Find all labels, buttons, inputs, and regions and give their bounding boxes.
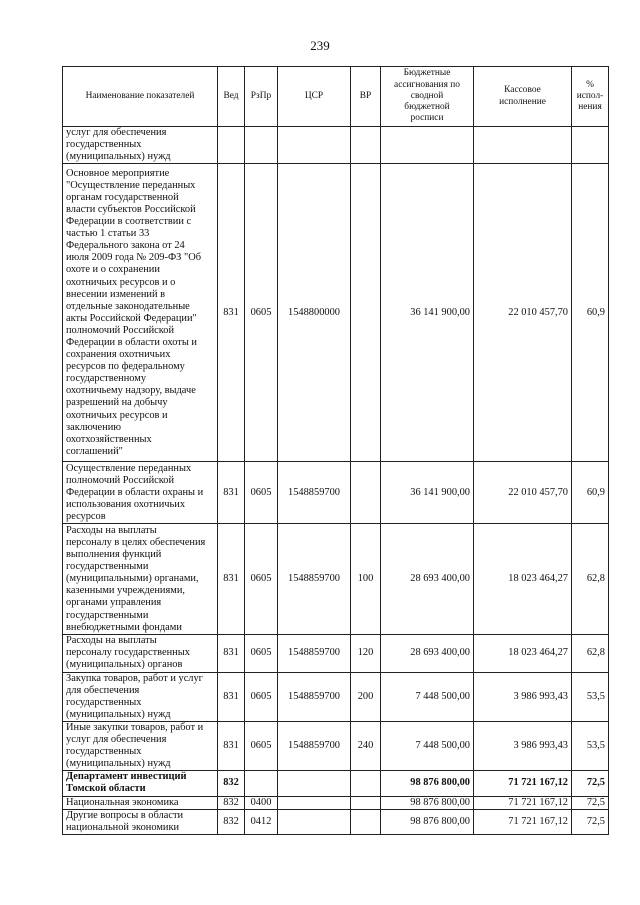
- cell-pct: 53,5: [572, 721, 609, 770]
- page-number: 239: [310, 38, 330, 53]
- cell-csr: 1548859700: [278, 524, 351, 635]
- cell-ved: 831: [218, 635, 245, 672]
- cell-budget: 98 876 800,00: [381, 796, 474, 809]
- cell-budget: 7 448 500,00: [381, 672, 474, 721]
- cell-name: Осуществление переданных полномочий Российской Федерации в области охраны и использования охотничьих ресурсов: [63, 462, 218, 524]
- cell-rzpr: 0605: [245, 164, 278, 462]
- table-row: [63, 127, 609, 164]
- cell-pct: 72,5: [572, 771, 609, 796]
- cell-pct: 53,5: [572, 672, 609, 721]
- cell-pct: 72,5: [572, 809, 609, 834]
- table-row: [63, 721, 609, 770]
- table-row: [63, 462, 609, 524]
- cell-ved: 831: [218, 462, 245, 524]
- cell-cash: 3 986 993,43: [474, 721, 572, 770]
- cell-budget: 36 141 900,00: [381, 462, 474, 524]
- header-row: [63, 67, 609, 127]
- cell-vr: [351, 796, 381, 809]
- cell-cash: 18 023 464,27: [474, 524, 572, 635]
- cell-ved: 831: [218, 672, 245, 721]
- cell-pct: 72,5: [572, 796, 609, 809]
- table-row: [63, 524, 609, 635]
- cell-ved: 831: [218, 164, 245, 462]
- cell-ved: 832: [218, 809, 245, 834]
- header-name: Наименование показателей: [63, 67, 218, 127]
- cell-csr: 1548800000: [278, 164, 351, 462]
- cell-vr: 100: [351, 524, 381, 635]
- cell-name: Закупка товаров, работ и услуг для обеспечения государственных (муниципальных) нужд: [63, 672, 218, 721]
- table-row: [63, 672, 609, 721]
- cell-csr: [278, 796, 351, 809]
- cell-vr: 120: [351, 635, 381, 672]
- cell-rzpr: 0412: [245, 809, 278, 834]
- cell-rzpr: 0605: [245, 524, 278, 635]
- cell-ved: 832: [218, 771, 245, 796]
- cell-budget: 98 876 800,00: [381, 809, 474, 834]
- cell-cash: 18 023 464,27: [474, 635, 572, 672]
- cell-budget: 7 448 500,00: [381, 721, 474, 770]
- cell-pct: 62,8: [572, 635, 609, 672]
- header-rzpr: РзПр: [245, 67, 278, 127]
- cell-cash: 71 721 167,12: [474, 796, 572, 809]
- cell-rzpr: 0605: [245, 672, 278, 721]
- cell-ved: 831: [218, 721, 245, 770]
- cell-rzpr: 0605: [245, 721, 278, 770]
- cell-name: услуг для обеспечения государственных (муниципальных) нужд: [63, 127, 218, 164]
- cell-ved: 832: [218, 796, 245, 809]
- header-csr: ЦСР: [278, 67, 351, 127]
- cell-cash: 22 010 457,70: [474, 164, 572, 462]
- cell-vr: [351, 809, 381, 834]
- cell-pct: 60,9: [572, 164, 609, 462]
- table-row: [63, 164, 609, 462]
- cell-csr: 1548859700: [278, 672, 351, 721]
- cell-name: Расходы на выплаты персоналу государственных (муниципальных) органов: [63, 635, 218, 672]
- cell-name: Основное мероприятие "Осуществление переданных органам государственной власти субъектов Российской Федерации в соответствии с частью 1 статьи 33 Федерального закона от 24 июля 2009 года № 209-ФЗ "Об охоте и о сохранении охотничьих ресурсов и о внесении изменений в отдельные законодательные акты Российской Федерации" полномочий Российской Федерации в области охоты и сохранения охотничьих ресурсов по федеральному государственному охотничьему надзору, выдаче разрешений на добычу охотничьих ресурсов и заключению охотхозяйственных соглашений": [63, 164, 218, 462]
- cell-vr: [351, 462, 381, 524]
- cell-vr: [351, 127, 381, 164]
- table-row: [63, 796, 609, 809]
- cell-name: Расходы на выплаты персоналу в целях обеспечения выполнения функций государственными (муниципальными) органами, казенными учреждениями, органами управления государственными внебюджетными фондами: [63, 524, 218, 635]
- cell-cash: [474, 127, 572, 164]
- table-row: [63, 771, 609, 796]
- cell-rzpr: 0605: [245, 462, 278, 524]
- cell-csr: 1548859700: [278, 462, 351, 524]
- cell-budget: 28 693 400,00: [381, 635, 474, 672]
- cell-ved: [218, 127, 245, 164]
- cell-name: Национальная экономика: [63, 796, 218, 809]
- table-row: [63, 635, 609, 672]
- header-vr: ВР: [351, 67, 381, 127]
- cell-cash: 71 721 167,12: [474, 809, 572, 834]
- cell-csr: [278, 127, 351, 164]
- cell-pct: [572, 127, 609, 164]
- cell-name: Департамент инвестиций Томской области: [63, 771, 218, 796]
- header-ved: Вед: [218, 67, 245, 127]
- cell-vr: 200: [351, 672, 381, 721]
- cell-cash: 22 010 457,70: [474, 462, 572, 524]
- cell-pct: 60,9: [572, 462, 609, 524]
- cell-rzpr: [245, 771, 278, 796]
- header-pct: % испол- нения: [572, 67, 609, 127]
- cell-budget: 98 876 800,00: [381, 771, 474, 796]
- cell-rzpr: 0605: [245, 635, 278, 672]
- cell-csr: 1548859700: [278, 635, 351, 672]
- header-cash: Кассовое исполнение: [474, 67, 572, 127]
- table-body: [63, 127, 609, 835]
- cell-vr: 240: [351, 721, 381, 770]
- cell-rzpr: 0400: [245, 796, 278, 809]
- cell-cash: 3 986 993,43: [474, 672, 572, 721]
- cell-budget: 36 141 900,00: [381, 164, 474, 462]
- budget-execution-table: [62, 66, 609, 835]
- cell-vr: [351, 164, 381, 462]
- cell-name: Другие вопросы в области национальной экономики: [63, 809, 218, 834]
- table-row: [63, 809, 609, 834]
- header-budget: Бюджетные ассигнования по сводной бюджетной росписи: [381, 67, 474, 127]
- cell-budget: 28 693 400,00: [381, 524, 474, 635]
- cell-ved: 831: [218, 524, 245, 635]
- cell-name: Иные закупки товаров, работ и услуг для обеспечения государственных (муниципальных) нужд: [63, 721, 218, 770]
- cell-rzpr: [245, 127, 278, 164]
- cell-csr: [278, 771, 351, 796]
- cell-vr: [351, 771, 381, 796]
- cell-cash: 71 721 167,12: [474, 771, 572, 796]
- cell-budget: [381, 127, 474, 164]
- cell-pct: 62,8: [572, 524, 609, 635]
- cell-csr: 1548859700: [278, 721, 351, 770]
- cell-csr: [278, 809, 351, 834]
